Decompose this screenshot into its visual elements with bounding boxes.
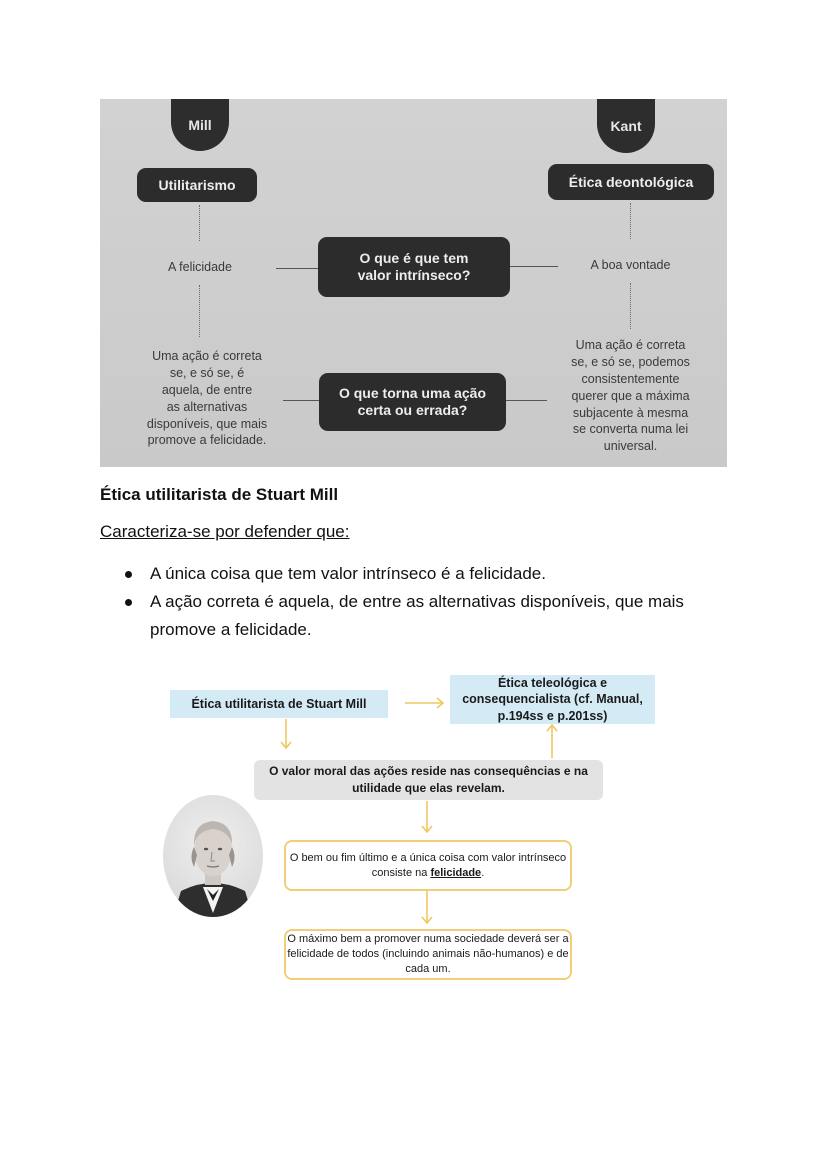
question-intrinsic-value: O que é que tem valor intrínseco?: [318, 237, 510, 297]
flow-step-maximum-good: O máximo bem a promover numa sociedade deverá ser a felicidade de todos (incluindo animais não-humanos) e de cada um.: [284, 929, 572, 980]
bullet-text: A ação correta é aquela, de entre as alternativas disponíveis, que mais promove a felicidade.: [150, 592, 684, 639]
flow-start-box: Ética utilitarista de Stuart Mill: [170, 690, 388, 718]
flow-step-happiness: [284, 840, 572, 891]
portrait-image: [163, 795, 263, 917]
etica-deontologica-pill: Ética deontológica: [548, 164, 714, 200]
kant-badge: Kant: [597, 99, 655, 153]
happiness-emphasis: felicidade: [430, 866, 482, 879]
intro-line: Caracteriza-se por defender que:: [100, 522, 350, 541]
flow-step-happiness-text: O bem ou fim último e a única coisa com valor intrínseco consiste na felicidade.: [289, 851, 567, 879]
bullet-text: A única coisa que tem valor intrínseco é a felicidade.: [150, 564, 546, 583]
mill-intrinsic-value: A felicidade: [168, 260, 232, 274]
utilitarismo-pill: Utilitarismo: [137, 168, 257, 202]
mill-criterion: Uma ação é correta se, e só se, é aquela, de entre as alternativas disponíveis, que mais promove a felicidade.: [146, 349, 268, 448]
section-title: Ética utilitarista de Stuart Mill: [100, 485, 339, 504]
flow-classification-box: Ética teleológica e consequencialista (cf. Manual, p.194ss e p.201ss): [450, 675, 655, 724]
mill-badge: Mill: [171, 99, 229, 151]
question-right-wrong: O que torna uma ação certa ou errada?: [319, 373, 506, 431]
portrait-icon: [163, 795, 263, 917]
flow-step-moral-value: O valor moral das ações reside nas consequências e na utilidade que elas revelam.: [254, 760, 603, 800]
kant-criterion: Uma ação é correta se, e só se, podemos consistentemente querer que a máxima subjacente à mesma se converta numa lei universal.: [571, 338, 690, 454]
kant-intrinsic-value: A boa vontade: [590, 258, 671, 272]
